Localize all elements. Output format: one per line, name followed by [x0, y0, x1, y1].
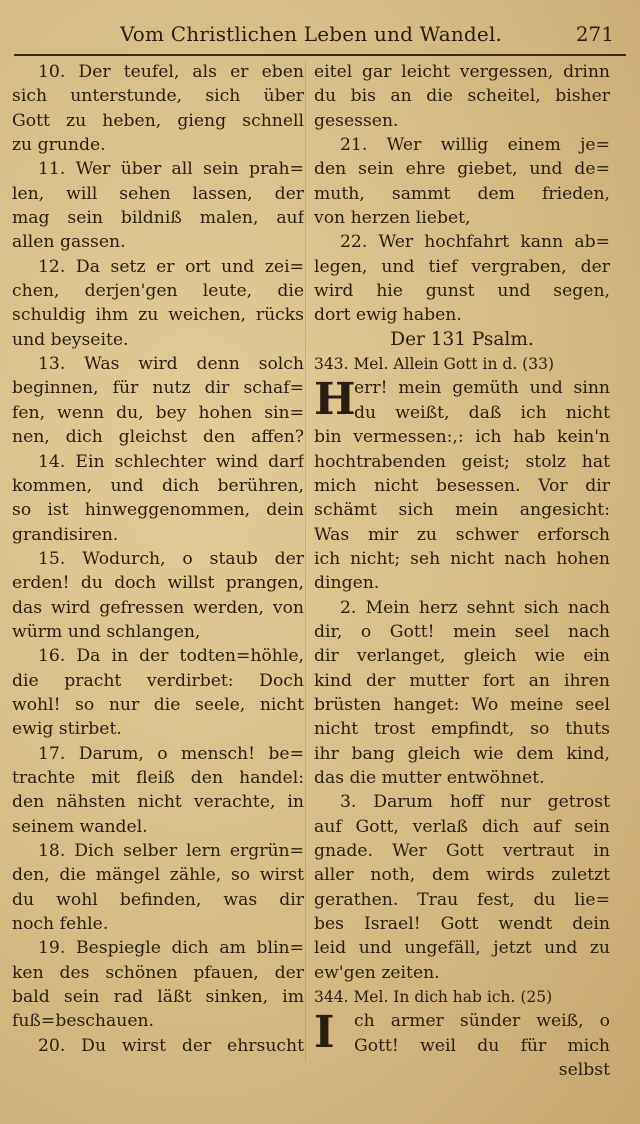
text-line: aller noth, dem wirds zuletzt: [314, 865, 610, 886]
text-line: dir verlanget, gleich wie ein: [314, 646, 610, 667]
text-line: von herzen liebet,: [314, 208, 471, 229]
text-line: err! mein gemüth und sinn: [354, 378, 610, 399]
text-line: legen, und tief vergraben, der: [314, 256, 610, 277]
text-line: mich nicht besessen. Vor dir: [314, 475, 610, 496]
text-line: du wohl befinden, was dir: [12, 889, 304, 910]
hymn-343-heading: 343. Mel. Allein Gott in d. (33): [314, 355, 555, 374]
text-line: allen gassen.: [12, 232, 126, 253]
text-line: die pracht verdirbet: Doch: [12, 670, 304, 691]
text-line: leid und ungefäll, jetzt und zu: [314, 938, 610, 959]
text-line: 17. Darum, o mensch! be=: [38, 743, 304, 764]
text-line: so ist hinweggenommen, dein: [12, 500, 304, 521]
text-line: kind der mutter fort an ihren: [314, 670, 610, 691]
text-line: dir, o Gott! mein seel nach: [314, 621, 610, 642]
text-line: auf Gott, verlaß dich auf sein: [314, 816, 610, 837]
text-line: schuldig ihm zu weichen, rücks: [12, 305, 304, 326]
text-line: bes Israel! Gott wendt dein: [314, 914, 610, 935]
text-line: 10. Der teufel, als er eben: [38, 62, 304, 82]
text-line: bald sein rad läßt sinken, im: [12, 987, 304, 1008]
text-line: 11. Wer über all sein prah=: [38, 159, 304, 180]
psalm-text: [314, 425, 610, 985]
text-line: 2. Mein herz sehnt sich nach: [340, 597, 610, 618]
drop-capital: H: [314, 374, 356, 426]
text-line: sich unterstunde, sich über: [12, 86, 304, 107]
text-line: fuß=beschauen.: [12, 1011, 155, 1032]
running-title: Vom Christlichen Leben und Wandel.: [120, 22, 503, 46]
text-line: Gott! weil du für mich: [354, 1035, 610, 1056]
text-line: 20. Du wirst der ehrsucht: [38, 1035, 304, 1056]
text-line: den nähsten nicht verachte, in: [12, 792, 304, 813]
text-line: beginnen, für nutz dir schaf=: [12, 378, 304, 399]
text-line: 18. Dich selber lern ergrün=: [38, 841, 304, 861]
text-line: würm und schlangen,: [12, 621, 201, 642]
text-line: len, will sehen lassen, der: [12, 183, 304, 204]
text-line: trachte mit fleiß den handel:: [12, 767, 304, 788]
text-line: eitel gar leicht vergessen, drinn: [314, 62, 610, 82]
text-line: ewig stirbet.: [12, 719, 122, 740]
text-line: zu grunde.: [12, 135, 106, 156]
column-gutter: [305, 62, 306, 1062]
text-line: seinem wandel.: [12, 816, 148, 837]
text-line: fen, wenn du, bey hohen sin=: [12, 402, 304, 423]
hymn-continuation: [314, 60, 610, 328]
text-line: 3. Darum hoff nur getrost: [340, 792, 610, 813]
text-line: 12. Da setz er ort und zei=: [38, 256, 304, 277]
text-line: muth, sammt dem frieden,: [314, 183, 610, 204]
text-line: erden! du doch willst prangen,: [12, 573, 304, 594]
text-line: 14. Ein schlechter wind darf: [38, 451, 304, 472]
page-number: 271: [575, 22, 614, 46]
text-line: ihr bang gleich wie dem kind,: [314, 743, 610, 764]
text-line: ken des schönen pfauen, der: [12, 962, 304, 983]
text-line: bin vermessen:,: ich hab kein'n: [314, 427, 610, 448]
text-line: schämt sich mein angesicht:: [314, 500, 610, 521]
text-line: ch armer sünder weiß, o: [354, 1011, 610, 1032]
text-line: gesessen.: [314, 110, 399, 131]
text-line: das wird gefressen werden, von: [12, 597, 304, 618]
text-line: du weißt, daß ich nicht: [354, 402, 610, 423]
text-line: Gott zu heben, gieng schnell: [12, 110, 304, 131]
text-line: noch fehle.: [12, 914, 109, 935]
left-text-column: [12, 60, 304, 1058]
text-line: 15. Wodurch, o staub der: [38, 548, 304, 569]
text-line: 22. Wer hochfahrt kann ab=: [340, 232, 610, 253]
text-line: gerathen. Trau fest, du lie=: [314, 889, 610, 910]
psalm-opening: [314, 376, 610, 425]
text-line: wohl! so nur die seele, nicht: [12, 694, 304, 715]
text-line: 13. Was wird denn solch: [38, 354, 304, 375]
text-line: nen, dich gleichst den affen?: [12, 427, 304, 448]
text-line: den, die mängel zähle, so wirst: [12, 865, 304, 886]
text-line: den sein ehre giebet, und de=: [314, 159, 610, 180]
text-line: wird hie gunst und segen,: [314, 281, 610, 302]
text-line: grandisiren.: [12, 524, 119, 545]
psalm-title: Der 131 Psalm.: [390, 328, 534, 350]
text-line: ich nicht; seh nicht nach hohen: [314, 548, 610, 569]
text-line: du bis an die scheitel, bisher: [314, 86, 610, 107]
text-line: mag sein bildniß malen, auf: [12, 208, 304, 229]
catchword: selbst: [558, 1060, 610, 1081]
text-line: chen, derjen'gen leute, die: [12, 281, 304, 302]
running-header: [14, 14, 626, 56]
right-text-column: [314, 60, 610, 1082]
text-line: dort ewig haben.: [314, 305, 462, 326]
text-line: brüsten hanget: Wo meine seel: [314, 694, 610, 715]
text-line: ew'gen zeiten.: [314, 962, 440, 983]
hymn-344-opening: [314, 1009, 610, 1058]
text-line: hochtrabenden geist; stolz hat: [314, 451, 610, 472]
hymn-344-heading: 344. Mel. In dich hab ich. (25): [314, 988, 553, 1007]
text-line: das die mutter entwöhnet.: [314, 767, 545, 788]
text-line: Was mir zu schwer erforsch: [314, 524, 610, 545]
text-line: dingen.: [314, 573, 380, 594]
text-line: 19. Bespiegle dich am blin=: [38, 938, 304, 959]
text-line: gnade. Wer Gott vertraut in: [314, 841, 610, 861]
text-line: nicht trost empfindt, so thuts: [314, 719, 610, 740]
text-line: 16. Da in der todten=höhle,: [38, 646, 304, 667]
drop-capital: I: [314, 1007, 335, 1059]
text-line: und beyseite.: [12, 329, 129, 350]
text-line: 21. Wer willig einem je=: [340, 135, 610, 156]
text-line: kommen, und dich berühren,: [12, 475, 304, 496]
